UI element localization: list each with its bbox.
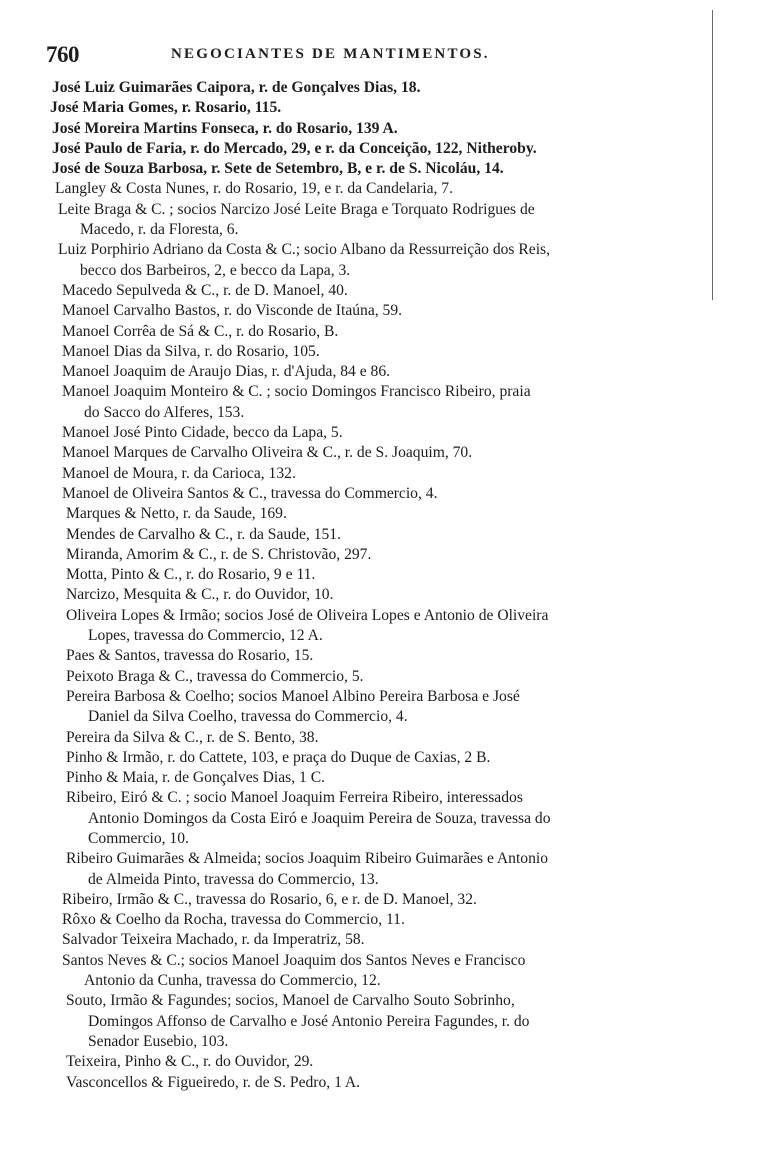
- entry-continuation: Senador Eusebio, 103.: [88, 1032, 229, 1050]
- directory-entry: [50, 78, 705, 98]
- directory-entry: [50, 301, 705, 321]
- margin-rule: [712, 10, 713, 300]
- directory-entry: [50, 119, 705, 139]
- entry-line: Ribeiro, Eiró & C. ; socio Manoel Joaquim Ferreira Ribeiro, interessados: [66, 789, 523, 807]
- directory-entry: [50, 748, 705, 768]
- entry-line: Marques & Netto, r. da Saude, 169.: [66, 505, 287, 523]
- directory-entry: [50, 991, 705, 1052]
- entry-line: Luiz Porphirio Adriano da Costa & C.; socio Albano da Ressurreição dos Reis,: [58, 241, 551, 259]
- directory-entry: [50, 464, 705, 484]
- entry-line: Manoel Carvalho Bastos, r. do Visconde de Itaúna, 59.: [62, 302, 403, 320]
- entry-line: Manoel Marques de Carvalho Oliveira & C., r. de S. Joaquim, 70.: [62, 444, 473, 462]
- running-title: NEGOCIANTES DE MANTIMENTOS.: [171, 46, 490, 62]
- entry-continuation: Lopes, travessa do Commercio, 12 A.: [88, 627, 323, 645]
- directory-entry: [50, 179, 705, 199]
- entry-continuation: Commercio, 10.: [88, 829, 189, 847]
- entry-continuation: de Almeida Pinto, travessa do Commercio, 13.: [88, 870, 379, 888]
- directory-entry: [50, 1073, 705, 1093]
- entry-line: Peixoto Braga & C., travessa do Commercio, 5.: [66, 667, 364, 685]
- directory-entry: [50, 890, 705, 910]
- directory-entry: [50, 484, 705, 504]
- entry-line: Ribeiro Guimarães & Almeida; socios Joaquim Ribeiro Guimarães e Antonio: [66, 850, 549, 868]
- entry-line: Manoel Dias da Silva, r. do Rosario, 105.: [62, 342, 320, 360]
- directory-entry: [50, 951, 705, 992]
- entry-continuation: becco dos Barbeiros, 2, e becco da Lapa, 3.: [80, 261, 351, 279]
- entry-line: José de Souza Barbosa, r. Sete de Setembro, B, e r. de S. Nicoláu, 14.: [52, 160, 504, 178]
- entry-line: Leite Braga & C. ; socios Narcizo José Leite Braga e Torquato Rodrigues de: [58, 200, 535, 218]
- entry-line: Pereira da Silva & C., r. de S. Bento, 38.: [66, 728, 319, 746]
- entry-line: Salvador Teixeira Machado, r. da Imperatriz, 58.: [62, 931, 365, 949]
- entry-line: José Maria Gomes, r. Rosario, 115.: [50, 99, 282, 117]
- directory-entry: [50, 382, 705, 423]
- entry-line: Pinho & Maia, r. de Gonçalves Dias, 1 C.: [66, 769, 325, 787]
- entry-continuation: do Sacco do Alferes, 153.: [84, 403, 245, 421]
- entry-continuation: Antonio da Cunha, travessa do Commercio, 12.: [84, 972, 381, 990]
- directory-entry: [50, 423, 705, 443]
- directory-entry: [50, 728, 705, 748]
- directory-entry: [50, 1052, 705, 1072]
- entry-line: Langley & Costa Nunes, r. do Rosario, 19, e r. da Candelaria, 7.: [55, 180, 453, 198]
- directory-entry: [50, 525, 705, 545]
- directory-entry: [50, 98, 705, 118]
- entry-line: Pereira Barbosa & Coelho; socios Manoel Albino Pereira Barbosa e José: [66, 687, 520, 705]
- merchant-list: [50, 78, 705, 1093]
- directory-entry: [50, 849, 705, 890]
- entry-line: Motta, Pinto & C., r. do Rosario, 9 e 11.: [66, 566, 316, 584]
- page-header: [46, 40, 716, 70]
- entry-line: Ribeiro, Irmão & C., travessa do Rosario, 6, e r. de D. Manoel, 32.: [62, 890, 477, 908]
- entry-line: José Moreira Martins Fonseca, r. do Rosario, 139 A.: [52, 119, 398, 137]
- directory-entry: [50, 585, 705, 605]
- directory-entry: [50, 281, 705, 301]
- directory-entry: [50, 240, 705, 281]
- entry-line: Manoel Corrêa de Sá & C., r. do Rosario, B.: [62, 322, 339, 340]
- directory-entry: [50, 606, 705, 647]
- directory-entry: [50, 687, 705, 728]
- entry-continuation: Antonio Domingos da Costa Eiró e Joaquim Pereira de Souza, travessa do: [88, 809, 551, 827]
- directory-entry: [50, 443, 705, 463]
- directory-entry: [50, 322, 705, 342]
- directory-entry: [50, 139, 705, 159]
- entry-line: Manoel José Pinto Cidade, becco da Lapa, 5.: [62, 424, 343, 442]
- entry-line: Manoel de Moura, r. da Carioca, 132.: [62, 464, 296, 482]
- entry-line: Manoel Joaquim Monteiro & C. ; socio Domingos Francisco Ribeiro, praia: [62, 383, 531, 401]
- directory-entry: [50, 565, 705, 585]
- entry-line: Rôxo & Coelho da Rocha, travessa do Commercio, 11.: [62, 911, 405, 929]
- directory-entry: [50, 545, 705, 565]
- directory-entry: [50, 788, 705, 849]
- entry-line: Pinho & Irmão, r. do Cattete, 103, e praça do Duque de Caxias, 2 B.: [66, 748, 491, 766]
- directory-entry: [50, 504, 705, 524]
- directory-entry: [50, 200, 705, 241]
- entry-line: Teixeira, Pinho & C., r. do Ouvidor, 29.: [66, 1053, 314, 1071]
- directory-entry: [50, 768, 705, 788]
- entry-continuation: Domingos Affonso de Carvalho e José Antonio Pereira Fagundes, r. do: [88, 1012, 530, 1030]
- entry-line: Narcizo, Mesquita & C., r. do Ouvidor, 10.: [66, 586, 334, 604]
- entry-line: Macedo Sepulveda & C., r. de D. Manoel, 40.: [62, 281, 348, 299]
- directory-entry: [50, 910, 705, 930]
- directory-entry: [50, 362, 705, 382]
- entry-line: Oliveira Lopes & Irmão; socios José de Oliveira Lopes e Antonio de Oliveira: [66, 606, 549, 624]
- entry-line: Manoel Joaquim de Araujo Dias, r. d'Ajuda, 84 e 86.: [62, 363, 391, 381]
- entry-line: Mendes de Carvalho & C., r. da Saude, 151.: [66, 525, 342, 543]
- entry-continuation: Macedo, r. da Floresta, 6.: [80, 221, 239, 239]
- entry-continuation: Daniel da Silva Coelho, travessa do Commercio, 4.: [88, 708, 408, 726]
- directory-entry: [50, 646, 705, 666]
- entry-line: Souto, Irmão & Fagundes; socios, Manoel de Carvalho Souto Sobrinho,: [66, 992, 515, 1010]
- entry-line: Paes & Santos, travessa do Rosario, 15.: [66, 647, 314, 665]
- entry-line: Santos Neves & C.; socios Manoel Joaquim dos Santos Neves e Francisco: [62, 951, 526, 969]
- directory-entry: [50, 930, 705, 950]
- directory-entry: [50, 342, 705, 362]
- directory-entry: [50, 667, 705, 687]
- directory-entry: [50, 159, 705, 179]
- entry-line: Vasconcellos & Figueiredo, r. de S. Pedro, 1 A.: [66, 1073, 361, 1091]
- entry-line: José Luiz Guimarães Caipora, r. de Gonçalves Dias, 18.: [52, 79, 421, 96]
- entry-line: José Paulo de Faria, r. do Mercado, 29, e r. da Conceição, 122, Nitheroby.: [52, 139, 537, 157]
- entry-line: Manoel de Oliveira Santos & C., travessa do Commercio, 4.: [62, 484, 438, 502]
- page-number: 760: [46, 42, 79, 67]
- entry-line: Miranda, Amorim & C., r. de S. Christovão, 297.: [66, 545, 372, 563]
